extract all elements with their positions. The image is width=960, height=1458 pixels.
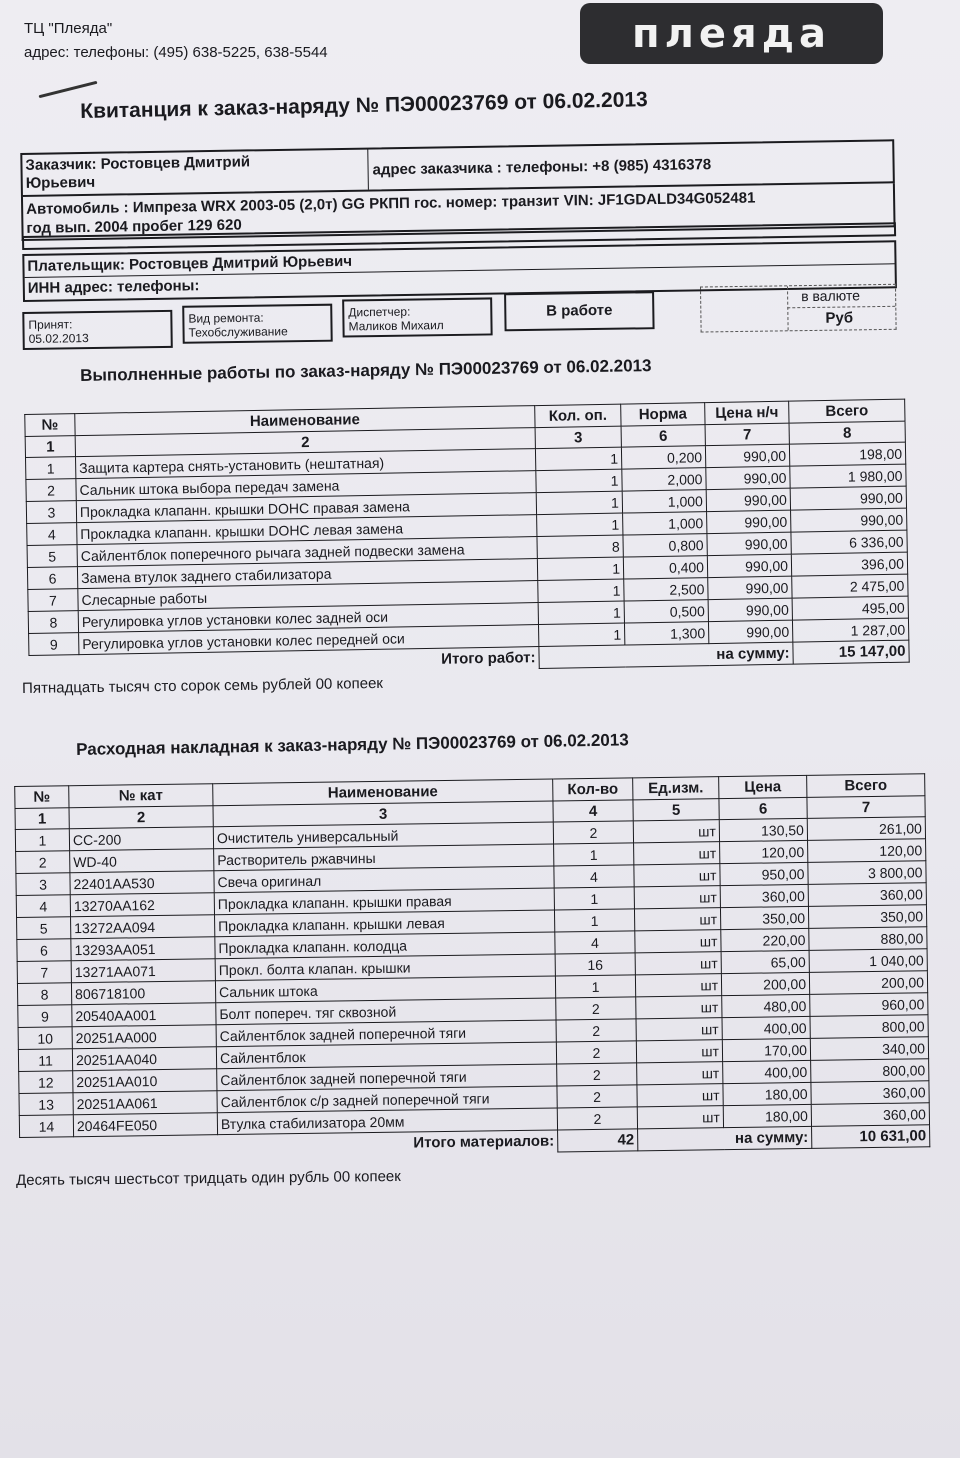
material-price: 400,00 xyxy=(723,1060,811,1083)
work-qty: 1 xyxy=(538,623,624,646)
material-qty: 4 xyxy=(554,865,634,888)
material-price: 350,00 xyxy=(720,906,808,929)
work-total: 6 336,00 xyxy=(791,530,907,554)
row-number: 11 xyxy=(18,1049,72,1072)
material-name: Очиститель универсальный xyxy=(213,822,553,849)
material-total: 880,00 xyxy=(809,927,927,951)
material-total: 960,00 xyxy=(810,993,928,1017)
material-name: Прокладка клапанн. колодца xyxy=(215,932,555,959)
material-unit: шт xyxy=(636,1018,722,1041)
column-number: 3 xyxy=(213,801,553,827)
work-norm: 1,300 xyxy=(624,622,708,645)
material-qty: 2 xyxy=(556,1019,636,1042)
order-meta-row xyxy=(22,280,903,354)
material-unit: шт xyxy=(634,908,720,931)
row-number: 5 xyxy=(27,545,77,568)
material-qty: 2 xyxy=(556,1041,636,1064)
column-header: Ед.изм. xyxy=(633,777,719,800)
row-number: 4 xyxy=(16,895,70,918)
material-name: Растворитель ржавчины xyxy=(214,844,554,871)
catalog-number: 20251AA000 xyxy=(72,1025,216,1049)
row-number: 8 xyxy=(28,611,78,634)
work-norm: 0,800 xyxy=(623,534,707,557)
material-unit: шт xyxy=(635,930,721,953)
shop-name: ТЦ "Плеяда" xyxy=(24,20,113,37)
material-price: 120,00 xyxy=(720,840,808,863)
catalog-number: CC-200 xyxy=(69,827,213,851)
material-name: Прокл. болта клапан. крышки xyxy=(215,954,555,981)
work-qty: 1 xyxy=(536,469,622,492)
row-number: 1 xyxy=(26,457,76,480)
dispatcher-label: Диспетчер: xyxy=(348,304,411,320)
work-name: Прокладка клапанн. крышки DOHC левая замена xyxy=(77,515,537,545)
material-unit: шт xyxy=(633,820,719,843)
row-number: 5 xyxy=(17,917,71,940)
material-price: 400,00 xyxy=(722,1016,810,1039)
column-number: 2 xyxy=(69,806,213,829)
material-unit: шт xyxy=(636,1040,722,1063)
column-number: 1 xyxy=(15,808,69,830)
materials-table xyxy=(14,773,930,1160)
row-number: 3 xyxy=(16,873,70,896)
catalog-number: 20540AA001 xyxy=(72,1003,216,1027)
materials-title: Расходная накладная к заказ-наряду № ПЭ00023769 от 06.02.2013 xyxy=(76,730,629,759)
row-number: 2 xyxy=(16,851,70,874)
material-qty: 2 xyxy=(557,1107,637,1130)
material-unit: шт xyxy=(637,1106,723,1129)
row-number: 9 xyxy=(29,633,79,656)
works-section xyxy=(24,385,912,669)
work-total: 1 287,00 xyxy=(792,618,908,642)
catalog-number: 806718100 xyxy=(71,981,215,1005)
payer-details: ИНН адрес: телефоны: xyxy=(27,277,200,297)
material-total: 800,00 xyxy=(811,1059,929,1083)
work-name: Сайлентблок поперечного рычага задней подвески замена xyxy=(77,537,537,567)
material-unit: шт xyxy=(634,864,720,887)
catalog-number: 20251AA040 xyxy=(72,1047,216,1071)
accepted-date: 05.02.2013 xyxy=(28,331,89,346)
material-qty: 2 xyxy=(556,997,636,1020)
material-total: 350,00 xyxy=(808,905,926,929)
work-price: 990,00 xyxy=(707,554,791,577)
row-number: 14 xyxy=(19,1115,73,1138)
customer-name: Заказчик: Ростовцев Дмитрий Юрьевич xyxy=(25,153,251,192)
work-name: Регулировка углов установки колес задней оси xyxy=(78,603,538,633)
material-qty: 1 xyxy=(555,975,635,998)
work-price: 990,00 xyxy=(705,444,789,467)
material-total: 1 040,00 xyxy=(809,949,927,973)
material-unit: шт xyxy=(637,1062,723,1085)
work-norm: 2,500 xyxy=(624,578,708,601)
material-name: Сайлентблок задней поперечной тяги xyxy=(216,1020,556,1047)
work-norm: 0,200 xyxy=(621,446,705,469)
work-price: 990,00 xyxy=(708,598,792,621)
payer-name: Плательщик: Ростовцев Дмитрий Юрьевич xyxy=(27,252,353,275)
material-total: 3 800,00 xyxy=(808,861,926,885)
work-qty: 1 xyxy=(537,557,623,580)
material-total: 360,00 xyxy=(811,1081,929,1105)
row-number: 9 xyxy=(18,1005,72,1028)
currency-value: Руб xyxy=(825,309,854,327)
row-number: 6 xyxy=(27,567,77,590)
car-info: Автомобиль : Импреза WRX 2003-05 (2,0т) GG РКПП гос. номер: транзит VIN: JF1GDALD34G052481 год вып. 2004 пробег 129 620 xyxy=(26,189,756,237)
material-total: 360,00 xyxy=(808,883,926,907)
column-header: Наименование xyxy=(213,779,553,806)
material-qty: 16 xyxy=(555,953,635,976)
column-header: № xyxy=(25,414,75,437)
catalog-number: 13293AA051 xyxy=(71,937,215,961)
catalog-number: 13271AA071 xyxy=(71,959,215,983)
row-number: 7 xyxy=(17,961,71,984)
material-price: 180,00 xyxy=(723,1104,811,1127)
material-total: 360,00 xyxy=(811,1103,929,1127)
material-qty: 1 xyxy=(554,843,634,866)
work-price: 990,00 xyxy=(706,466,790,489)
dispatcher-name: Маликов Михаил xyxy=(348,318,444,334)
catalog-number: 13270AA162 xyxy=(70,893,214,917)
material-name: Прокладка клапанн. крышки левая xyxy=(215,910,555,937)
column-header: Цена н/ч xyxy=(705,401,789,424)
materials-sum-label: на сумму: xyxy=(638,1126,812,1150)
pleyada-logo: плеяда xyxy=(580,3,883,64)
catalog-number: WD-40 xyxy=(70,849,214,873)
work-norm: 0,400 xyxy=(623,556,707,579)
material-total: 200,00 xyxy=(809,971,927,995)
material-name: Сайлентблок с/р задней поперечной тяги xyxy=(217,1086,557,1113)
column-header: № xyxy=(15,786,69,809)
catalog-number: 20464FE050 xyxy=(73,1113,217,1137)
row-number: 13 xyxy=(19,1093,73,1116)
materials-total-qty: 42 xyxy=(558,1129,638,1152)
work-qty: 1 xyxy=(537,513,623,536)
material-price: 480,00 xyxy=(722,994,810,1017)
material-name: Сальник штока xyxy=(215,976,555,1003)
material-name: Сайлентблок xyxy=(216,1042,556,1069)
accepted-label: Принят: xyxy=(28,317,73,332)
row-number: 4 xyxy=(27,523,77,546)
repair-type-box xyxy=(182,304,333,344)
catalog-number: 13272AA094 xyxy=(71,915,215,939)
catalog-number: 22401AA530 xyxy=(70,871,214,895)
work-name: Сальник штока выбора передач замена xyxy=(76,471,536,501)
work-price: 990,00 xyxy=(707,532,791,555)
row-number: 6 xyxy=(17,939,71,962)
catalog-number: 20251AA061 xyxy=(73,1091,217,1115)
material-name: Прокладка клапанн. крышки правая xyxy=(214,888,554,915)
row-number: 1 xyxy=(15,829,69,852)
work-price: 990,00 xyxy=(708,576,792,599)
work-price: 990,00 xyxy=(708,620,792,643)
work-name: Защита картера снять-установить (нештатная) xyxy=(75,449,535,479)
work-total: 2 475,00 xyxy=(792,574,908,598)
material-total: 120,00 xyxy=(808,839,926,863)
work-qty: 1 xyxy=(536,491,622,514)
material-qty: 2 xyxy=(557,1063,637,1086)
column-header: Норма xyxy=(621,403,705,426)
material-qty: 2 xyxy=(553,821,633,844)
material-name: Свеча оригинал xyxy=(214,866,554,893)
material-price: 220,00 xyxy=(721,928,809,951)
material-name: Болт попереч. тяг сквозной xyxy=(216,998,556,1025)
work-total: 396,00 xyxy=(791,552,907,576)
material-qty: 2 xyxy=(557,1085,637,1108)
work-qty: 8 xyxy=(537,535,623,558)
works-title: Выполненные работы по заказ-наряду № ПЭ00023769 от 06.02.2013 xyxy=(80,356,652,385)
work-norm: 1,000 xyxy=(622,490,706,513)
work-name: Слесарные работы xyxy=(78,581,538,611)
material-unit: шт xyxy=(635,952,721,975)
repair-type-label: Вид ремонта: xyxy=(188,310,264,326)
work-qty: 1 xyxy=(538,579,624,602)
row-number: 3 xyxy=(26,501,76,524)
works-total-sum: 15 147,00 xyxy=(793,640,909,664)
receipt-title: Квитанция к заказ-наряду № ПЭ00023769 от 06.02.2013 xyxy=(80,88,648,123)
work-name: Прокладка клапанн. крышки DOHC правая замена xyxy=(76,493,536,523)
work-total: 198,00 xyxy=(789,442,905,466)
material-price: 65,00 xyxy=(721,950,809,973)
column-header: Цена xyxy=(719,775,807,798)
column-number: 4 xyxy=(553,800,633,822)
material-qty: 4 xyxy=(555,931,635,954)
currency-box xyxy=(700,284,897,333)
material-total: 340,00 xyxy=(810,1037,928,1061)
column-header: Кол-во xyxy=(553,778,633,801)
material-unit: шт xyxy=(637,1084,723,1107)
material-name: Втулка стабилизатора 20мм xyxy=(217,1108,557,1135)
material-name: Сайлентблок задней поперечной тяги xyxy=(217,1064,557,1091)
currency-label: в валюте xyxy=(801,287,861,305)
shop-contacts: адрес: телефоны: (495) 638-5225, 638-5544 xyxy=(24,44,328,61)
column-header: Наименование xyxy=(75,406,535,436)
column-header: № кат xyxy=(69,784,213,808)
work-name: Регулировка углов установки колес передней оси xyxy=(79,625,539,655)
row-number: 12 xyxy=(19,1071,73,1094)
work-total: 990,00 xyxy=(790,486,906,510)
column-header: Всего xyxy=(789,399,905,423)
status-box: В работе xyxy=(504,291,655,331)
materials-total-words: Десять тысяч шестьсот тридцать один рубль 00 копеек xyxy=(16,1167,401,1189)
column-number: 8 xyxy=(789,421,905,444)
catalog-number: 20251AA010 xyxy=(73,1069,217,1093)
material-price: 130,50 xyxy=(719,818,807,841)
material-price: 200,00 xyxy=(721,972,809,995)
material-total: 800,00 xyxy=(810,1015,928,1039)
dispatcher-box xyxy=(342,297,493,337)
work-total: 495,00 xyxy=(792,596,908,620)
work-qty: 1 xyxy=(538,601,624,624)
material-unit: шт xyxy=(634,886,720,909)
column-header: Всего xyxy=(807,774,925,798)
material-unit: шт xyxy=(635,974,721,997)
work-name: Замена втулок заднего стабилизатора xyxy=(77,559,537,589)
column-number: 7 xyxy=(705,423,789,445)
work-price: 990,00 xyxy=(706,488,790,511)
repair-type: Техобслуживание xyxy=(188,324,288,340)
material-unit: шт xyxy=(636,996,722,1019)
material-qty: 1 xyxy=(554,909,634,932)
row-number: 2 xyxy=(26,479,76,502)
column-header: Кол. оп. xyxy=(535,404,621,427)
work-qty: 1 xyxy=(535,447,621,470)
work-total: 1 980,00 xyxy=(790,464,906,488)
divider xyxy=(367,150,369,190)
row-number: 8 xyxy=(17,983,71,1006)
works-sum-label: на сумму: xyxy=(539,642,793,668)
material-price: 360,00 xyxy=(720,884,808,907)
works-total-label: Итого работ: xyxy=(441,649,536,669)
column-number: 1 xyxy=(25,436,75,458)
works-table xyxy=(24,399,909,678)
column-number: 3 xyxy=(535,426,621,448)
material-qty: 1 xyxy=(554,887,634,910)
material-price: 180,00 xyxy=(723,1082,811,1105)
material-price: 950,00 xyxy=(720,862,808,885)
accepted-box xyxy=(22,310,173,350)
work-norm: 2,000 xyxy=(622,468,706,491)
materials-total-label: Итого материалов: xyxy=(413,1132,555,1152)
material-unit: шт xyxy=(634,842,720,865)
works-total-words: Пятнадцать тысяч сто сорок семь рублей 00 копеек xyxy=(22,674,384,697)
pen-mark xyxy=(39,81,98,98)
customer-contacts: адрес заказчика : телефоны: +8 (985) 4316378 xyxy=(372,156,712,179)
work-norm: 1,000 xyxy=(623,512,707,535)
column-number: 6 xyxy=(719,797,807,819)
column-number: 5 xyxy=(633,799,719,821)
work-total: 990,00 xyxy=(791,508,907,532)
column-number: 7 xyxy=(807,796,925,819)
column-number: 6 xyxy=(621,425,705,447)
material-total: 261,00 xyxy=(807,817,925,841)
material-price: 170,00 xyxy=(722,1038,810,1061)
materials-total-sum: 10 631,00 xyxy=(812,1125,930,1149)
column-number: 2 xyxy=(75,428,535,457)
work-norm: 0,500 xyxy=(624,600,708,623)
row-number: 10 xyxy=(18,1027,72,1050)
materials-section xyxy=(14,759,931,1162)
row-number: 7 xyxy=(28,589,78,612)
work-price: 990,00 xyxy=(707,510,791,533)
